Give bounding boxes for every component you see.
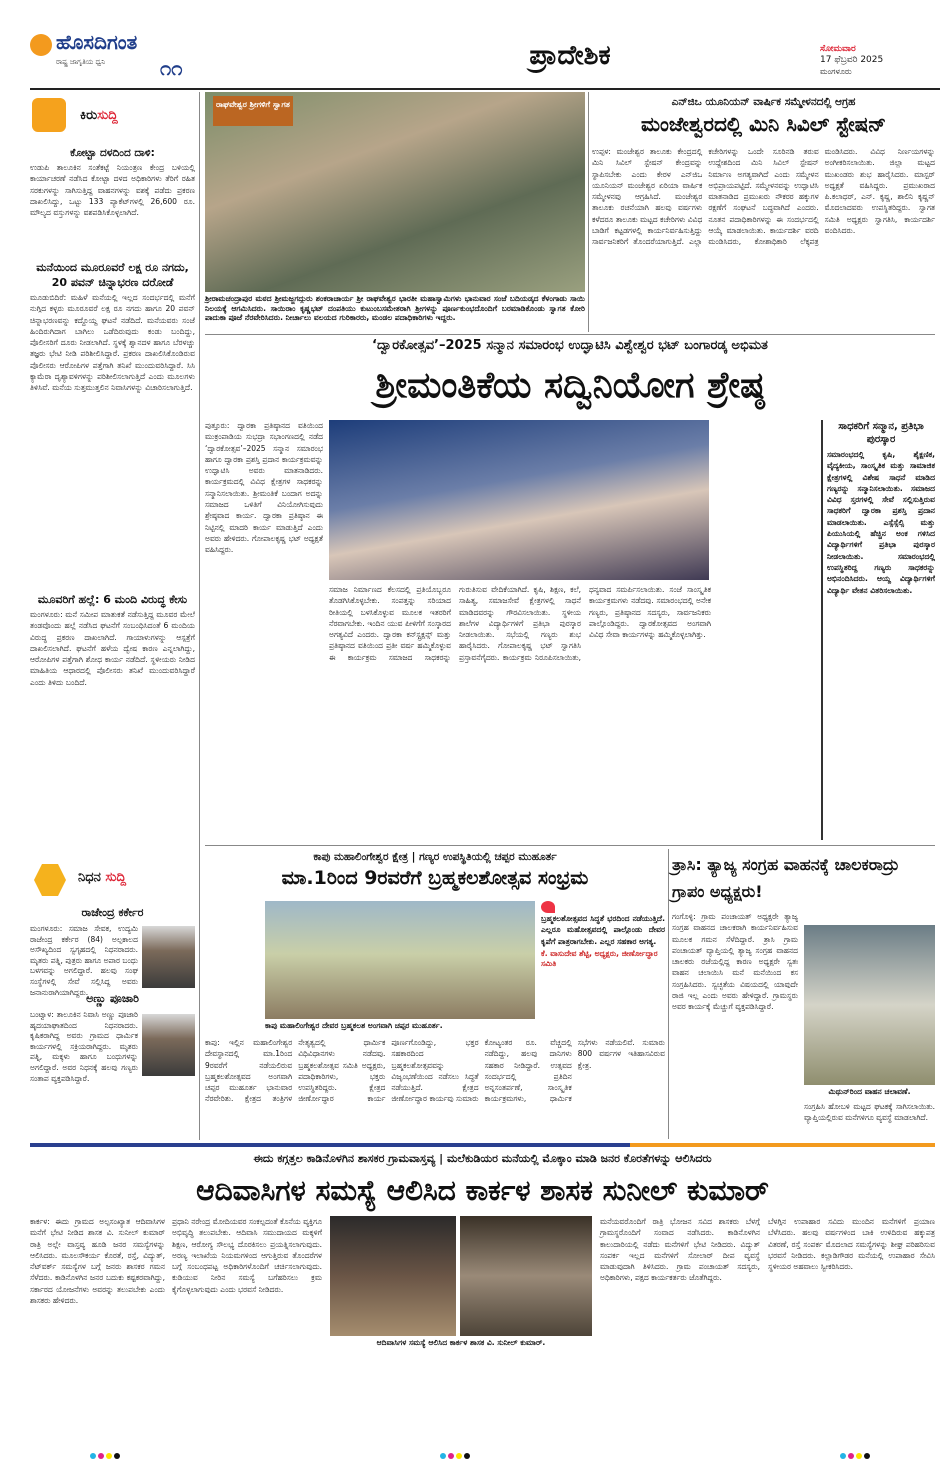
date: 17 ಫೆಬ್ರವರಿ 2025 — [820, 55, 884, 65]
obit-2-portrait — [142, 1014, 195, 1076]
brief-2-headline: ಮನೆಯಿಂದ ಮೂರೂವರೆ ಲಕ್ಷ ರೂ ನಗದು, 20 ಪವನ್ ಚಿನ್ನಾಭರಣ ದರೋಡೆ — [36, 261, 189, 289]
dwaraka-sidebox-text: ಸಮಾರಂಭದಲ್ಲಿ ಕೃಷಿ, ಶೈಕ್ಷಣಿಕ, ವೈದ್ಯಕೀಯ, ಸಾಂಸ್ಕೃತಿಕ ಮತ್ತು ಸಾಮಾಜಿಕ ಕ್ಷೇತ್ರಗಳಲ್ಲಿ ವಿಶೇಷ ಸಾಧನೆ ಮಾಡಿದ ಗಣ್ಯರನ್ನು ಸನ್ಮಾನಿಸಲಾಯಿತು. ಸಮಾಜದ ವಿವಿಧ ಸ್ತರಗಳಲ್ಲಿ ಸೇವೆ ಸಲ್ಲಿಸುತ್ತಿರುವ ಸಾಧಕರಿಗೆ ದ್ವಾರಕಾ ಪ್ರಶಸ್ತಿ ಪ್ರದಾನ ಮಾಡಲಾಯಿತು. ಎಸ್ಸೆಸ್ಸೆಲ್ಸಿ ಮತ್ತು ಪಿಯುಸಿಯಲ್ಲಿ ಹೆಚ್ಚಿನ ಅಂಕ ಗಳಿಸಿದ ವಿದ್ಯಾರ್ಥಿಗಳಿಗೆ ಪ್ರತಿಭಾ ಪುರಸ್ಕಾರ ನೀಡಲಾಯಿತು. ಸಮಾರಂಭದಲ್ಲಿ ಉಪಸ್ಥಿತರಿದ್ದ ಗಣ್ಯರು ಸಾಧಕರನ್ನು ಅಭಿನಂದಿಸಿದರು. ಆಯ್ದ ವಿದ್ಯಾರ್ಥಿಗಳಿಗೆ ವಿದ್ಯಾರ್ಥಿ ವೇತನ ವಿತರಿಸಲಾಯಿತು. — [827, 450, 935, 595]
day: ಸೋಮವಾರ — [820, 44, 856, 54]
briefs-header — [30, 94, 195, 138]
magenta-dot — [448, 1453, 454, 1459]
cyan-dot — [440, 1453, 446, 1459]
ngo-body: ಉಪ್ಪಳ: ಮಂಜೇಶ್ವರ ತಾಲೂಕು ಕೇಂದ್ರದಲ್ಲಿ ಮಿನಿ ಸಿವಿಲ್ ಸ್ಟೇಷನ್ ಕೇಂದ್ರವನ್ನು ಸ್ಥಾಪಿಸಬೇಕು ಎಂದು ಕೇರಳ ಎನ್‌ಜಿಒ ಯೂನಿಯನ್ ಮಂಜೇಶ್ವರ ಏರಿಯಾ ವಾರ್ಷಿಕ ಸಮ್ಮೇಳನವು ಆಗ್ರಹಿಸಿದೆ. ಮಂಜೇಶ್ವರ ತಾಲೂಕು ರಚನೆಯಾಗಿ ಹಲವು ವರ್ಷಗಳು ಕಳೆದರೂ ತಾಲೂಕು ಮಟ್ಟದ ಕಚೇರಿಗಳು ವಿವಿಧ ಬಾಡಿಗೆ ಕಟ್ಟಡಗಳಲ್ಲಿ ಕಾರ್ಯನಿರ್ವಹಿಸುತ್ತಿದ್ದು ಸಾರ್ವಜನಿಕರಿಗೆ ತೊಂದರೆಯಾಗುತ್ತಿದೆ. ಎಲ್ಲಾ ಕಚೇರಿಗಳನ್ನು ಒಂದೇ ಸೂರಿನಡಿ ತರುವ ಉದ್ದೇಶದಿಂದ ಮಿನಿ ಸಿವಿಲ್ ಸ್ಟೇಷನ್ ನಿರ್ಮಾಣ ಅಗತ್ಯವಾಗಿದೆ ಎಂದು ಸಮ್ಮೇಳನ ಅಭಿಪ್ರಾಯಪಟ್ಟಿದೆ. ಸಮ್ಮೇಳನವನ್ನು ಉದ್ಘಾಟಿಸಿ ಮಾತನಾಡಿದ ಪ್ರಮುಖರು ನೌಕರರ ಹಕ್ಕುಗಳ ರಕ್ಷಣೆಗೆ ಸಂಘಟನೆ ಬದ್ಧವಾಗಿದೆ ಎಂದರು. ನೂತನ ಪದಾಧಿಕಾರಿಗಳನ್ನು ಈ ಸಂದರ್ಭದಲ್ಲಿ ಆಯ್ಕೆ ಮಾಡಲಾಯಿತು. ಕಾರ್ಯದರ್ಶಿ ವರದಿ ಮಂಡಿಸಿದರು, ಕೋಶಾಧಿಕಾರಿ ಲೆಕ್ಕಪತ್ರ ಮಂಡಿಸಿದರು. ವಿವಿಧ ನಿರ್ಣಯಗಳನ್ನು ಅಂಗೀಕರಿಸಲಾಯಿತು. ಜಿಲ್ಲಾ ಮಟ್ಟದ ಮುಖಂಡರು ಶುಭ ಹಾರೈಸಿದರು. ಮಾಸ್ಟರ್ ಅಧ್ಯಕ್ಷತೆ ವಹಿಸಿದ್ದರು. ಪ್ರಮುಖರಾದ ಪಿ.ಕಲಾಧರ್, ಎನ್. ಕೃಷ್ಣ, ಶಾಲಿನಿ ಕೃಷ್ಣನ್ ಮೊದಲಾದವರು ಉಪಸ್ಥಿತರಿದ್ದರು. ಸ್ವಾಗತ ಸಮಿತಿ ಅಧ್ಯಕ್ಷರು ಸ್ವಾಗತಿಸಿ, ಕಾರ್ಯದರ್ಶಿ ವಂದಿಸಿದರು. — [592, 147, 935, 247]
dwaraka-sidebox-headline: ಸಾಧಕರಿಗೆ ಸನ್ಮಾನ, ಪ್ರತಿಭಾ ಪುರಸ್ಕಾರ — [838, 421, 924, 445]
brief-3-headline: ಮೂವರಿಗೆ ಹಲ್ಲೆ: 6 ಮಂದಿ ವಿರುದ್ಧ ಕೇಸು — [37, 593, 188, 606]
obit-header — [30, 856, 195, 904]
registration-marks-mid — [440, 1444, 500, 1454]
mid-row-rule — [205, 845, 935, 846]
kapu-quote-by: ಕೆ. ವಾಸುದೇವ ಶೆಟ್ಟಿ, ಅಧ್ಯಕ್ಷರು, ಜೀರ್ಣೋದ್ಧಾರ ಸಮಿತಿ — [541, 948, 658, 968]
kapu-truck-rule — [668, 849, 669, 1139]
truck-story — [672, 849, 935, 1139]
page-number: ೧೧ — [160, 56, 183, 80]
brand-tagline: ರಾಷ್ಟ್ರ ಜಾಗೃತಿಯ ಧ್ವನಿ — [56, 58, 106, 66]
briefs-title — [80, 108, 190, 128]
top-photo-tag: ರಾಘವೇಶ್ವರ ಶ್ರೀಗಳಿಗೆ ಸ್ವಾಗತ — [213, 96, 293, 126]
obit-2-text: ಬಂಟ್ವಾಳ: ತಾಲೂಕಿನ ನಿವಾಸಿ ಅಣ್ಣು ಪೂಜಾರಿ ಹೃದಯಾಘಾತದಿಂದ ನಿಧನರಾದರು. ಕೃಷಿಕರಾಗಿದ್ದ ಅವರು ಗ್ರಾಮದ ಧಾರ್ಮಿಕ ಕಾರ್ಯಗಳಲ್ಲಿ ಸಕ್ರಿಯರಾಗಿದ್ದರು. ಮೃತರು ಪತ್ನಿ, ಮಕ್ಕಳು ಹಾಗೂ ಬಂಧುಗಳನ್ನು ಅಗಲಿದ್ದಾರೆ. ಅವರ ನಿಧನಕ್ಕೆ ಹಲವು ಗಣ್ಯರು ಸಂತಾಪ ವ್ಯಕ್ತಪಡಿಸಿದ್ದಾರೆ. — [30, 1010, 138, 1083]
briefs-title-b: ಸುದ್ದಿ — [97, 108, 118, 123]
brief-2 — [30, 260, 195, 590]
cyan-dot — [840, 1453, 846, 1459]
obit-title-a: ನಿಧನ — [78, 870, 101, 885]
brand-logo-icon — [30, 34, 52, 56]
briefs-column — [30, 92, 195, 849]
dwaraka-headline: ಶ್ರೀಮಂತಿಕೆಯ ಸದ್ವಿನಿಯೋಗ ಶ್ರೇಷ್ಠ — [375, 365, 765, 406]
obit-1-name: ರಾಜೇಂದ್ರ ಕರ್ಕೇರ — [81, 906, 144, 919]
black-dot — [464, 1453, 470, 1459]
black-dot — [864, 1453, 870, 1459]
kapu-quote: ಬ್ರಹ್ಮಕಲಶೋತ್ಸವದ ಸಿದ್ಧತೆ ಭರದಿಂದ ನಡೆಯುತ್ತಿದೆ. ಎಲ್ಲರೂ ಮಹೋತ್ಸವದಲ್ಲಿ ಪಾಲ್ಗೊಂಡು ದೇವರ ಕೃಪೆಗೆ ಪಾತ್ರರಾಗಬೇಕು. ಎಲ್ಲರ ಸಹಕಾರ ಅಗತ್ಯ. — [541, 914, 665, 946]
dwaraka-kicker: ‘ದ್ವಾರಕೋತ್ಸವ’–2025 ಸನ್ಮಾನ ಸಮಾರಂಭ ಉದ್ಘಾಟಿಸಿ ವಿಶ್ವೇಶ್ವರ ಭಟ್ ಬಂಗಾರಡ್ಕ ಅಭಿಮತ — [372, 338, 768, 353]
dwaraka-story — [205, 338, 935, 843]
karkala-col3 — [330, 1352, 592, 1438]
brief-2-text: ಮೂಡುಬಿದಿರೆ: ಮಹಿಳೆ ಮನೆಯಲ್ಲಿ ಇಲ್ಲದ ಸಂದರ್ಭದಲ್ಲಿ ಮನೆಗೆ ನುಗ್ಗಿದ ಕಳ್ಳರು ಮೂರೂವರೆ ಲಕ್ಷ ರೂ ನಗದು ಹಾಗೂ 20 ಪವನ್ ಚಿನ್ನಾಭರಣವನ್ನು ಕದ್ದೊಯ್ದ ಘಟನೆ ನಡೆದಿದೆ. ಮನೆಯವರು ಸಂಜೆ ಹಿಂದಿರುಗಿದಾಗ ಬಾಗಿಲು ಒಡೆದಿರುವುದು ಕಂಡು ಬಂದಿದ್ದು, ಪೊಲೀಸರಿಗೆ ದೂರು ನೀಡಲಾಗಿದೆ. ಸ್ಥಳಕ್ಕೆ ಶ್ವಾನದಳ ಹಾಗೂ ಬೆರಳಚ್ಚು ತಜ್ಞರು ಭೇಟಿ ನೀಡಿ ಪರಿಶೀಲಿಸಿದ್ದಾರೆ. ಪ್ರಕರಣ ದಾಖಲಿಸಿಕೊಂಡಿರುವ ಪೊಲೀಸರು ಆರೋಪಿಗಳ ಪತ್ತೆಗಾಗಿ ತನಿಖೆ ಮುಂದುವರಿಸಿದ್ದಾರೆ. ಸಿಸಿ ಕ್ಯಾಮೆರಾ ದೃಶ್ಯಾವಳಿಗಳನ್ನು ಪರಿಶೀಲಿಸಲಾಗುತ್ತಿದೆ ಎಂದು ಮೂಲಗಳು ತಿಳಿಸಿವೆ. ಮನೆಯ ಸುತ್ತಮುತ್ತಲಿನ ನಿವಾಸಿಗಳನ್ನು ವಿಚಾರಿಸಲಾಗುತ್ತಿದೆ. — [30, 293, 195, 393]
registration-marks-left — [90, 1444, 150, 1454]
magenta-dot — [848, 1453, 854, 1459]
section-title: ಪ್ರಾದೇಶಿಕ — [529, 40, 611, 71]
brief-3-text: ಮಂಗಳೂರು: ಮನೆ ಸಮೀಪ ಮಾತುಕತೆ ನಡೆಸುತ್ತಿದ್ದ ಮೂವರ ಮೇಲೆ ತಂಡವೊಂದು ಹಲ್ಲೆ ನಡೆಸಿದ ಘಟನೆಗೆ ಸಂಬಂಧಿಸಿದಂತೆ 6 ಮಂದಿಯ ವಿರುದ್ಧ ಪ್ರಕರಣ ದಾಖಲಾಗಿದೆ. ಗಾಯಾಳುಗಳನ್ನು ಆಸ್ಪತ್ರೆಗೆ ದಾಖಲಿಸಲಾಗಿದೆ. ಘಟನೆಗೆ ಹಳೆಯ ದ್ವೇಷ ಕಾರಣ ಎನ್ನಲಾಗಿದ್ದು, ಆರೋಪಿಗಳ ಪತ್ತೆಗಾಗಿ ಶೋಧ ಕಾರ್ಯ ನಡೆದಿದೆ. ಸ್ಥಳೀಯರು ನೀಡಿದ ಮಾಹಿತಿಯ ಆಧಾರದಲ್ಲಿ ಪೊಲೀಸರು ತನಿಖೆ ಮುಂದುವರಿಸಿದ್ದಾರೆ ಎಂದು ತಿಳಿದು ಬಂದಿದೆ. — [30, 610, 195, 687]
obit-2-name: ಅಣ್ಣು ಪೂಜಾರಿ — [86, 992, 139, 1005]
brief-3 — [30, 592, 195, 842]
truck-body: ಗಂಗೊಳ್ಳಿ: ಗ್ರಾಮ ಪಂಚಾಯತ್ ಅಧ್ಯಕ್ಷರೇ ತ್ಯಾಜ್ಯ ಸಂಗ್ರಹ ವಾಹನದ ಚಾಲಕರಾಗಿ ಕಾರ್ಯನಿರ್ವಹಿಸುವ ಮೂಲಕ ಗಮನ ಸೆಳೆದಿದ್ದಾರೆ. ತ್ರಾಸಿ ಗ್ರಾಮ ಪಂಚಾಯತ್ ವ್ಯಾಪ್ತಿಯಲ್ಲಿ ತ್ಯಾಜ್ಯ ಸಂಗ್ರಹ ವಾಹನದ ಚಾಲಕರು ರಜೆಯಲ್ಲಿದ್ದ ಕಾರಣ ಅಧ್ಯಕ್ಷರೇ ಸ್ವತಃ ವಾಹನ ಚಲಾಯಿಸಿ ಮನೆ ಮನೆಯಿಂದ ಕಸ ಸಂಗ್ರಹಿಸಿದರು. ಸ್ವಚ್ಛತೆಯ ವಿಷಯದಲ್ಲಿ ಯಾವುದೇ ರಾಜಿ ಇಲ್ಲ ಎಂದು ಅವರು ಹೇಳಿದ್ದಾರೆ. ಗ್ರಾಮಸ್ಥರು ಅವರ ಕಾರ್ಯಕ್ಕೆ ಮೆಚ್ಚುಗೆ ವ್ಯಕ್ತಪಡಿಸಿದ್ದಾರೆ. — [672, 912, 798, 1012]
karkala-col1: ಕಾರ್ಕಳ: ಈದು ಗ್ರಾಮದ ಅಲ್ಪಸಂಖ್ಯಾತ ಆದಿವಾಸಿಗಳ ಮನೆಗೆ ಭೇಟಿ ನೀಡಿದ ಶಾಸಕ ವಿ. ಸುನೀಲ್ ಕುಮಾರ್ ರಾತ್ರಿ ಅಲ್ಲೇ ವಾಸ್ತವ್ಯ ಹೂಡಿ ಜನರ ಸಮಸ್ಯೆಗಳನ್ನು ಆಲಿಸಿದರು. ಮೂಲಸೌಕರ್ಯ ಕೊರತೆ, ರಸ್ತೆ, ವಿದ್ಯುತ್, ನೆಟ್‌ವರ್ಕ್ ಸಮಸ್ಯೆಗಳ ಬಗ್ಗೆ ಜನರು ಶಾಸಕರ ಗಮನ ಸೆಳೆದರು. ಕಾಡಿನೊಳಗಿನ ಜನರ ಬದುಕು ಕಷ್ಟಕರವಾಗಿದ್ದು, ಸರ್ಕಾರದ ಯೋಜನೆಗಳು ಅವರನ್ನು ತಲುಪಬೇಕು ಎಂದು ಶಾಸಕರು ಹೇಳಿದರು. — [30, 1217, 165, 1306]
date-block — [820, 44, 935, 88]
section-color-band — [30, 1143, 935, 1147]
karkala-kicker: ಈದು ಕಗ್ಗತ್ತಲ ಕಾಡಿನೊಳಗಿನ ಶಾಸಕರ ಗ್ರಾಮವಾಸ್ತವ್ಯ | ಮಲೆಕುಡಿಯರ ಮನೆಯಲ್ಲಿ ಮೊಕ್ಕಾಂ ಮಾಡಿ ಜನರ ಕೊರತೆಗಳನ್ನು ಆಲಿಸಿದರು — [253, 1152, 712, 1165]
obit-1-portrait — [142, 926, 195, 988]
brand-name: ಹೊಸದಿಗಂತ — [56, 30, 138, 54]
karkala-col4: ಮನೆಯವರೊಂದಿಗೆ ರಾತ್ರಿ ಭೋಜನ ಸವಿದ ಶಾಸಕರು ಬೆಳಗ್ಗೆ ಗ್ರಾಮಸ್ಥರೊಂದಿಗೆ ಸಂವಾದ ನಡೆಸಿದರು. ಕಾಡಿನೊಳಗಿನ ಕಾಲುದಾರಿಯಲ್ಲಿ ನಡೆದು ಮನೆಗಳಿಗೆ ಭೇಟಿ ನೀಡಿದರು. ವಿದ್ಯುತ್ ಸಂಪರ್ಕ ಇಲ್ಲದ ಮನೆಗಳಿಗೆ ಸೋಲಾರ್ ದೀಪ ವ್ಯವಸ್ಥೆ ಮಾಡುವುದಾಗಿ ತಿಳಿಸಿದರು. ಗ್ರಾಮ ಪಂಚಾಯತ್ ಸದಸ್ಯರು, ಅಧಿಕಾರಿಗಳು, ಪಕ್ಷದ ಕಾರ್ಯಕರ್ತರು ಜೊತೆಗಿದ್ದರು. — [600, 1217, 760, 1283]
yellow-dot — [856, 1453, 862, 1459]
truck-photo-caption: ಮಿಥುನ್‌ರಿಂದ ವಾಹನ ಚಲಾವಣೆ. — [828, 1087, 911, 1096]
dwaraka-photo — [329, 420, 709, 580]
obituary-column — [30, 856, 195, 1138]
brief-1-headline: ಕೋಟ್ಟಾ ದಳದಿಂದ ದಾಳಿ: — [70, 147, 155, 159]
dwaraka-lead: ಪುತ್ತೂರು: ದ್ವಾರಕಾ ಪ್ರತಿಷ್ಠಾನದ ವತಿಯಿಂದ ಮುಕ್ರಂಪಾಡಿಯ ಸುಭದ್ರಾ ಸಭಾಂಗಣದಲ್ಲಿ ನಡೆದ ‘ದ್ವಾರಕೋತ್ಸವ’–2025 ಸನ್ಮಾನ ಸಮಾರಂಭ ಹಾಗೂ ದ್ವಾರಕಾ ಪ್ರಶಸ್ತಿ ಪ್ರದಾನ ಕಾರ್ಯಕ್ರಮವನ್ನು ಉದ್ಘಾಟಿಸಿ ಅವರು ಮಾತನಾಡಿದರು. ಕಾರ್ಯಕ್ರಮದಲ್ಲಿ ವಿವಿಧ ಕ್ಷೇತ್ರಗಳ ಸಾಧಕರನ್ನು ಸನ್ಮಾನಿಸಲಾಯಿತು. ಶ್ರೀಮಂತಿಕೆ ಬಂದಾಗ ಅದನ್ನು ಸಮಾಜದ ಒಳಿತಿಗೆ ವಿನಿಯೋಗಿಸುವುದು ಶ್ರೇಷ್ಠವಾದ ಕಾರ್ಯ. ದ್ವಾರಕಾ ಪ್ರತಿಷ್ಠಾನ ಈ ನಿಟ್ಟಿನಲ್ಲಿ ಮಾದರಿ ಕಾರ್ಯ ಮಾಡುತ್ತಿದೆ ಎಂದು ಅವರು ಹೇಳಿದರು. ಗೋಪಾಲಕೃಷ್ಣ ಭಟ್ ಅಧ್ಯಕ್ಷತೆ ವಹಿಸಿದ್ದರು. — [205, 421, 323, 555]
masthead-rule — [30, 88, 940, 90]
band-blue — [30, 1143, 630, 1147]
truck-photo — [804, 925, 935, 1085]
left-column-rule — [199, 92, 200, 1140]
registration-marks-right — [840, 1444, 900, 1454]
truck-headline: ತ್ರಾಸಿ: ತ್ಯಾಜ್ಯ ಸಂಗ್ರಹ ವಾಹನಕ್ಕೆ ಚಾಲಕರಾದ್ರು ಗ್ರಾಪಂ ಅಧ್ಯಕ್ಷರು! — [672, 855, 899, 901]
dwaraka-side-highlight — [821, 420, 935, 840]
kapu-kicker: ಕಾಪು ಮಹಾಲಿಂಗೇಶ್ವರ ಕ್ಷೇತ್ರ | ಗಣ್ಯರ ಉಪಸ್ಥಿತಿಯಲ್ಲಿ ಚಪ್ಪರ ಮುಹೂರ್ತ — [313, 851, 557, 863]
ngo-headline: ಮಂಜೇಶ್ವರದಲ್ಲಿ ಮಿನಿ ಸಿವಿಲ್ ಸ್ಟೇಷನ್ — [641, 112, 886, 136]
band-orange — [630, 1143, 935, 1147]
karkala-photo-right — [460, 1216, 592, 1336]
briefs-title-a: ಕಿರು — [80, 108, 98, 123]
kapu-quote-box — [541, 901, 665, 1033]
karkala-headline: ಆದಿವಾಸಿಗಳ ಸಮಸ್ಯೆ ಆಲಿಸಿದ ಕಾರ್ಕಳ ಶಾಸಕ ಸುನೀಲ್ ಕುಮಾರ್ — [196, 1174, 769, 1207]
yellow-dot — [456, 1453, 462, 1459]
dwaraka-body: ಸಮಾಜ ನಿರ್ಮಾಣದ ಕೆಲಸದಲ್ಲಿ ಪ್ರತಿಯೊಬ್ಬರೂ ತೊಡಗಿಸಿಕೊಳ್ಳಬೇಕು. ಸಂಪತ್ತನ್ನು ಸರಿಯಾದ ರೀತಿಯಲ್ಲಿ ಬಳಸಿಕೊಳ್ಳುವ ಮೂಲಕ ಇತರರಿಗೆ ನೆರವಾಗಬೇಕು. ಇಂದಿನ ಯುವ ಪೀಳಿಗೆಗೆ ಸಂಸ್ಕಾರದ ಅಗತ್ಯವಿದೆ ಎಂದರು. ದ್ವಾರಕಾ ಕನ್‌ಸ್ಟ್ರಕ್ಷನ್ಸ್ ಮತ್ತು ಪ್ರತಿಷ್ಠಾನದ ವತಿಯಿಂದ ಪ್ರತೀ ವರ್ಷ ಹಮ್ಮಿಕೊಳ್ಳುವ ಈ ಕಾರ್ಯಕ್ರಮ ಸಮಾಜದ ಸಾಧಕರನ್ನು ಗುರುತಿಸುವ ವೇದಿಕೆಯಾಗಿದೆ. ಕೃಷಿ, ಶಿಕ್ಷಣ, ಕಲೆ, ಸಾಹಿತ್ಯ, ಸಮಾಜಸೇವೆ ಕ್ಷೇತ್ರಗಳಲ್ಲಿ ಸಾಧನೆ ಮಾಡಿದವರನ್ನು ಗೌರವಿಸಲಾಯಿತು. ಸ್ಥಳೀಯ ಶಾಲೆಗಳ ವಿದ್ಯಾರ್ಥಿಗಳಿಗೆ ಪ್ರತಿಭಾ ಪುರಸ್ಕಾರ ನೀಡಲಾಯಿತು. ಸಭೆಯಲ್ಲಿ ಗಣ್ಯರು ಶುಭ ಹಾರೈಸಿದರು. ಗೋಪಾಲಕೃಷ್ಣ ಭಟ್ ಸ್ವಾಗತಿಸಿ ಪ್ರಸ್ತಾವನೆಗೈದರು. ಕಾರ್ಯಕ್ರಮ ನಿರೂಪಿಸಲಾಯಿತು, ಧನ್ಯವಾದ ಸಮರ್ಪಿಸಲಾಯಿತು. ಸಂಜೆ ಸಾಂಸ್ಕೃತಿಕ ಕಾರ್ಯಕ್ರಮಗಳು ನಡೆದವು. ಸಮಾರಂಭದಲ್ಲಿ ಅನೇಕ ಗಣ್ಯರು, ಪ್ರತಿಷ್ಠಾನದ ಸದಸ್ಯರು, ಸಾರ್ವಜನಿಕರು ಪಾಲ್ಗೊಂಡಿದ್ದರು. ದ್ವಾರಕೋತ್ಸವದ ಅಂಗವಾಗಿ ವಿವಿಧ ಸೇವಾ ಕಾರ್ಯಗಳನ್ನು ಹಮ್ಮಿಕೊಳ್ಳಲಾಗಿತ್ತು. — [329, 585, 711, 662]
karkala-col2: ಪ್ರಧಾನಿ ನರೇಂದ್ರ ಮೋದಿಯವರ ಸಂಕಲ್ಪದಂತೆ ಕೊನೆಯ ವ್ಯಕ್ತಿಗೂ ಅಭಿವೃದ್ಧಿ ತಲುಪಬೇಕು. ಆದಿವಾಸಿ ಸಮುದಾಯದ ಮಕ್ಕಳಿಗೆ ಶಿಕ್ಷಣ, ಆರೋಗ್ಯ ಸೌಲಭ್ಯ ದೊರಕಿಸಲು ಪ್ರಯತ್ನಿಸಲಾಗುವುದು. ಅರಣ್ಯ ಇಲಾಖೆಯ ನಿಯಮಗಳಿಂದ ಆಗುತ್ತಿರುವ ತೊಂದರೆಗಳ ಬಗ್ಗೆ ಸಂಬಂಧಪಟ್ಟ ಅಧಿಕಾರಿಗಳೊಂದಿಗೆ ಚರ್ಚಿಸಲಾಗುವುದು. ಕುಡಿಯುವ ನೀರಿನ ಸಮಸ್ಯೆ ಬಗೆಹರಿಸಲು ಕ್ರಮ ಕೈಗೊಳ್ಳಲಾಗುವುದು ಎಂದು ಭರವಸೆ ನೀಡಿದರು. — [172, 1217, 322, 1294]
kapu-photo-caption: ಕಾಪು ಮಹಾಲಿಂಗೇಶ್ವರ ದೇವರ ಬ್ರಹ್ಮಕಲಶ ಅಂಗವಾಗಿ ಚಪ್ಪರ ಮುಹೂರ್ತ. — [265, 1021, 443, 1030]
obit-title-b: ಸುದ್ದಿ — [105, 870, 127, 885]
truck-tail: ಸಂಗ್ರಹಿಸಿ ಹೋಬಳಿ ಮಟ್ಟದ ಘಟಕಕ್ಕೆ ಸಾಗಿಸಲಾಯಿತು. ವ್ಯಾಪ್ತಿಯಲ್ಲಿರುವ ಮನೆಗಳಿಗೂ ವ್ಯವಸ್ಥೆ ಮಾಡಲಾಗಿದೆ. — [804, 1102, 935, 1123]
karkala-photo-left — [330, 1216, 456, 1336]
magenta-dot — [98, 1453, 104, 1459]
pointing-hand-icon — [32, 98, 66, 132]
brand-block — [30, 28, 198, 82]
karkala-photo-caption: ಆದಿವಾಸಿಗಳ ಸಮಸ್ಯೆ ಆಲಿಸಿದ ಕಾರ್ಕಳ ಶಾಸಕ ವಿ. ಸುನೀಲ್ ಕುಮಾರ್. — [376, 1338, 546, 1347]
yellow-dot — [106, 1453, 112, 1459]
black-dot — [114, 1453, 120, 1459]
top-photo-story — [205, 92, 585, 332]
cyan-dot — [90, 1453, 96, 1459]
top-mid-rule — [588, 92, 589, 332]
masthead — [0, 0, 945, 90]
kapu-body: ಕಾಪು: ಇಲ್ಲಿನ ಮಹಾಲಿಂಗೇಶ್ವರ ದೇವಸ್ಥಾನದಲ್ಲಿ ಮಾ.1ರಿಂದ 9ರವರೆಗೆ ನಡೆಯಲಿರುವ ಬ್ರಹ್ಮಕಲಶೋತ್ಸವದ ಅಂಗವಾಗಿ ಚಪ್ಪರ ಮುಹೂರ್ತ ಭಾನುವಾರ ನೆರವೇರಿತು. ಕ್ಷೇತ್ರದ ತಂತ್ರಿಗಳ ನೇತೃತ್ವದಲ್ಲಿ ಧಾರ್ಮಿಕ ವಿಧಿವಿಧಾನಗಳು ನಡೆದವು. ಬ್ರಹ್ಮಕಲಶೋತ್ಸವ ಸಮಿತಿ ಅಧ್ಯಕ್ಷರು, ಪದಾಧಿಕಾರಿಗಳು, ಭಕ್ತರು ಉಪಸ್ಥಿತರಿದ್ದರು. ಕ್ಷೇತ್ರದ ಜೀರ್ಣೋದ್ಧಾರ ಕಾರ್ಯ ಪೂರ್ಣಗೊಂಡಿದ್ದು, ಭಕ್ತರ ಸಹಕಾರದಿಂದ ಬ್ರಹ್ಮಕಲಶೋತ್ಸವವನ್ನು ವಿಜೃಂಭಣೆಯಿಂದ ನಡೆಸಲು ಸಿದ್ಧತೆ ನಡೆಯುತ್ತಿದೆ. ಕ್ಷೇತ್ರದ ಜೀರ್ಣೋದ್ಧಾರ ಕಾರ್ಯವು ಸುಮಾರು ಕೋಟ್ಯಂತರ ರೂ. ವೆಚ್ಚದಲ್ಲಿ ನಡೆದಿದ್ದು, ಹಲವು ದಾನಿಗಳು ಸಹಕಾರ ನೀಡಿದ್ದಾರೆ. ಉತ್ಸವದ ಸಂದರ್ಭದಲ್ಲಿ ಪ್ರತಿದಿನ ಅನ್ನಸಂತರ್ಪಣೆ, ಸಾಂಸ್ಕೃತಿಕ ಕಾರ್ಯಕ್ರಮಗಳು, ಧಾರ್ಮಿಕ ಸಭೆಗಳು ನಡೆಯಲಿವೆ. ಸುಮಾರು 800 ವರ್ಷಗಳ ಇತಿಹಾಸವಿರುವ ಕ್ಷೇತ್ರ. — [205, 1038, 665, 1104]
quote-icon — [541, 901, 555, 913]
edition-city: ಮಂಗಳೂರು — [820, 67, 852, 76]
karkala-story — [30, 1150, 935, 1438]
obit-badge-icon — [34, 864, 66, 896]
ngo-kicker: ಎನ್‌ಜಿಒ ಯೂನಿಯನ್ ವಾರ್ಷಿಕ ಸಮ್ಮೇಳನದಲ್ಲಿ ಆಗ್ರಹ — [671, 96, 856, 108]
ngo-story — [592, 92, 935, 332]
kapu-headline: ಮಾ.1ರಿಂದ 9ರವರೆಗೆ ಬ್ರಹ್ಮಕಲಶೋತ್ಸವ ಸಂಭ್ರಮ — [281, 867, 589, 889]
obit-1-text: ಮಂಗಳೂರು: ಸಮಾಜ ಸೇವಕ, ಉದ್ಯಮಿ ರಾಜೇಂದ್ರ ಕರ್ಕೇರ (84) ಅಲ್ಪಕಾಲದ ಅಸೌಖ್ಯದಿಂದ ಸ್ವಗೃಹದಲ್ಲಿ ನಿಧನರಾದರು. ಮೃತರು ಪತ್ನಿ, ಪುತ್ರರು ಹಾಗೂ ಅಪಾರ ಬಂಧು ಬಳಗವನ್ನು ಅಗಲಿದ್ದಾರೆ. ಹಲವು ಸಂಘ ಸಂಸ್ಥೆಗಳಲ್ಲಿ ಸೇವೆ ಸಲ್ಲಿಸಿದ್ದ ಅವರು ಜನಾನುರಾಗಿಯಾಗಿದ್ದರು. — [30, 924, 138, 997]
obit-title — [78, 870, 190, 890]
top-row-rule — [205, 334, 935, 335]
dwaraka-side-box — [717, 420, 935, 840]
kapu-photo — [265, 901, 535, 1019]
dwaraka-side-text-left — [717, 420, 815, 840]
karkala-col5: ಬೆಳಗ್ಗಿನ ಉಪಾಹಾರ ಸವಿದು ಮುಂದಿನ ಮನೆಗಳಿಗೆ ಪ್ರಯಾಣ ಬೆಳೆಸಿದರು. ಹಲವು ವರ್ಷಗಳಿಂದ ಬಾಕಿ ಉಳಿದಿರುವ ಹಕ್ಕುಪತ್ರ ವಿತರಣೆ, ರಸ್ತೆ ಸಂಪರ್ಕ ಮೊದಲಾದ ಸಮಸ್ಯೆಗಳನ್ನು ಶೀಘ್ರ ಪರಿಹರಿಸುವ ಭರವಸೆ ನೀಡಿದರು. ಕಲ್ಲಾಡಿಗೌಡರ ಮನೆಯಲ್ಲಿ ಉಪಾಹಾರ ಸೇವಿಸಿ ಸ್ಥಳೀಯರ ಅಹವಾಲು ಸ್ವೀಕರಿಸಿದರು. — [768, 1217, 935, 1272]
top-photo-caption: ಶ್ರೀರಾಮಚಂದ್ರಾಪುರ ಮಠದ ಶ್ರೀಮಜ್ಜಗದ್ಗುರು ಶಂಕರಾಚಾರ್ಯ ಶ್ರೀ ರಾಘವೇಶ್ವರ ಭಾರತೀ ಮಹಾಸ್ವಾಮಿಗಳು ಭಾನುವಾರ ಸಂಜೆ ಬದಿಯಡ್ಕದ ಕೆಳಂಗಾಡು ಸಾಯಿ ನಿಲಯಕ್ಕೆ ಆಗಮಿಸಿದರು. ಸಾಯಿರಾಂ ಕೃಷ್ಣಭಟ್ ದಂಪತಿಯು ಕುಟುಂಬಸಮೇತರಾಗಿ ಶ್ರೀಗಳನ್ನು ಪೂರ್ಣಕುಂಭದೊಂದಿಗೆ ಬರಮಾಡಿಕೊಂಡು ಸ್ವಾಗತ ಕೋರಿ ಪಾದುಕಾ ಪೂಜೆ ನೆರವೇರಿಸಿದರು. ನೀರ್ಚಾಲು ವಲಯದ ಗುರಿಕಾರರು, ಮಂಡಲ ಪದಾಧಿಕಾರಿಗಳು ಇದ್ದರು. — [205, 294, 585, 323]
kapu-story — [205, 849, 665, 1139]
brief-1-text: ಉಡುಪಿ ತಾಲೂಕಿನ ಸಂತೆಕಟ್ಟೆ ನಿಯಂತ್ರಣ ಕೇಂದ್ರ ಬಳಿಯಲ್ಲಿ ಕಾರ್ಯಾಚರಣೆ ನಡೆಸಿದ ಕೋಟ್ಟಾ ದಳದ ಅಧಿಕಾರಿಗಳು ತೆರಿಗೆ ರಹಿತ ಸರಕುಗಳನ್ನು ಸಾಗಿಸುತ್ತಿದ್ದ ವಾಹನಗಳನ್ನು ವಶಕ್ಕೆ ಪಡೆದು ಪ್ರಕರಣ ದಾಖಲಿಸಿದ್ದು, ಒಟ್ಟು 133 ಪ್ಯಾಕೆಟ್‌ಗಳಲ್ಲಿ 26,600 ರೂ. ಮೌಲ್ಯದ ವಸ್ತುಗಳನ್ನು ವಶಪಡಿಸಿಕೊಳ್ಳಲಾಗಿದೆ. — [30, 163, 195, 218]
